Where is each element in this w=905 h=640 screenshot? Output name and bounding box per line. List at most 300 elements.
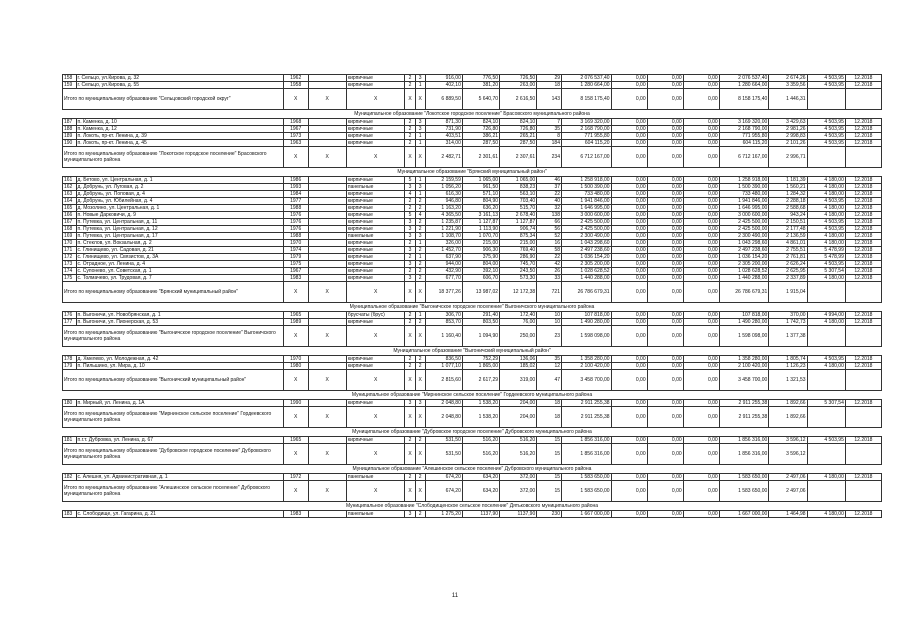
table-cell: 182 (63, 474, 77, 481)
subtotal-cell: X (405, 282, 415, 303)
table-cell (308, 198, 346, 205)
table-cell: 1 646 995,00 (719, 205, 769, 212)
table-cell: 2 425 500,00 (562, 219, 612, 226)
table-cell: 4 180,00 (807, 233, 845, 240)
table-cell: 0,00 (611, 119, 647, 126)
table-cell: 263,00 (500, 82, 537, 89)
table-cell: 432,90 (425, 268, 462, 275)
table-cell: 2 (415, 363, 425, 370)
table-cell: 12.2018 (845, 240, 881, 247)
table-cell: 1980 (283, 363, 308, 370)
table-cell: 16 (537, 240, 562, 247)
section-title: Муниципальное образование "Выгоничское городское поселение" Выгоничского муниципального района (63, 303, 882, 312)
table-cell: 0,00 (683, 312, 719, 319)
table-cell: 944,00 (425, 261, 462, 268)
address-cell: д. Бетово, ул. Центральная, д. 1 (76, 177, 283, 184)
table-cell: 287,50 (500, 140, 537, 147)
address-cell: п. Локоть, пр-кт. Ленина, д. 39 (76, 133, 283, 140)
section-title: Муниципальное образование "Слободищенское сельское поселение" Дятьковского муниципального района (63, 502, 882, 511)
address-cell: п. Выгоничи, ул. Новобрянская, д. 1 (76, 312, 283, 319)
table-cell: 375,90 (462, 254, 499, 261)
address-cell: п. Каменка, д. 10 (76, 119, 283, 126)
subtotal-cell: 2 911 255,38 (719, 407, 769, 428)
table-cell: 1 258 918,00 (719, 177, 769, 184)
table-cell: 177 (63, 319, 77, 326)
subtotal-cell: 0,00 (611, 89, 647, 110)
table-cell: 287,50 (462, 140, 499, 147)
table-cell: 604 115,20 (562, 140, 612, 147)
table-cell (308, 75, 346, 82)
table-cell: 4 503,95 (807, 119, 845, 126)
table-cell: 1 464,98 (769, 511, 807, 518)
subtotal-label: Итого по муниципальному образованию "Мирнинское сельское поселение" Гордеевского муниципального района (63, 407, 284, 428)
subtotal-cell: 1 598 098,00 (719, 326, 769, 347)
table-cell: 563,10 (500, 191, 537, 198)
table-cell: 1 560,21 (769, 184, 807, 191)
table-cell: 0,00 (647, 312, 683, 319)
section-header-row (63, 502, 882, 511)
table-cell: 12.2018 (845, 198, 881, 205)
table-cell: 1 (415, 140, 425, 147)
table-cell: 184 (537, 140, 562, 147)
table-cell: 1 036 154,20 (719, 254, 769, 261)
table-cell: 0,00 (611, 226, 647, 233)
table-cell (308, 400, 346, 407)
table-cell: 0,00 (647, 75, 683, 82)
section-title: Муниципальное образование "Локотское городское поселение" Брасовского муниципального района (63, 110, 882, 119)
subtotal-cell: 6 889,50 (425, 89, 462, 110)
subtotal-row (63, 481, 882, 502)
table-row (63, 240, 882, 247)
table-cell: 0,00 (611, 233, 647, 240)
subtotal-cell: X (308, 444, 346, 465)
table-cell: 4 180,00 (807, 177, 845, 184)
table-cell: 0,00 (683, 437, 719, 444)
subtotal-cell: 26 786 679,31 (719, 282, 769, 303)
table-cell: 2 (415, 198, 425, 205)
table-cell: кирпичные (346, 119, 405, 126)
section-title: Муниципальное образование "Выгоничский муниципальный район" (63, 347, 882, 356)
table-cell: 1 490 280,00 (562, 319, 612, 326)
table-cell: 12 (537, 363, 562, 370)
subtotal-cell: 0,00 (611, 147, 647, 168)
subtotal-cell: X (346, 89, 405, 110)
table-cell: 1 221,90 (425, 226, 462, 233)
subtotal-cell: 15 (537, 481, 562, 502)
section-title: Муниципальное образование "Брянский муниципальный район" (63, 168, 882, 177)
table-cell: 2 (415, 511, 425, 518)
table-cell: 4 503,95 (807, 356, 845, 363)
subtotal-cell: 1 160,40 (425, 326, 462, 347)
address-cell: с. Глинищево, ул. Садовая, д. 21 (76, 247, 283, 254)
table-cell: 0,00 (611, 126, 647, 133)
table-cell: 1 (415, 254, 425, 261)
subtotal-cell: 516,20 (462, 444, 499, 465)
table-cell: 4 180,00 (807, 511, 845, 518)
table-cell: 12.2018 (845, 75, 881, 82)
table-cell: 0,00 (647, 356, 683, 363)
table-cell: 1 892,66 (769, 400, 807, 407)
table-cell: 161 (63, 177, 77, 184)
table-cell: 1983 (283, 511, 308, 518)
table-cell: 3 161,13 (462, 212, 499, 219)
table-cell: кирпичные (346, 219, 405, 226)
subtotal-cell (845, 407, 881, 428)
subtotal-cell: 0,00 (683, 370, 719, 391)
table-cell: 1 (415, 177, 425, 184)
table-cell: 1 028 628,52 (562, 268, 612, 275)
table-row (63, 133, 882, 140)
subtotal-cell (807, 147, 845, 168)
table-cell: 0,00 (683, 191, 719, 198)
table-cell: 1 (415, 240, 425, 247)
table-cell: 674,20 (425, 474, 462, 481)
table-cell: 604 115,20 (719, 140, 769, 147)
table-cell: 163 (63, 191, 77, 198)
subtotal-label: Итого по муниципальному образованию "Брянский муниципальный район" (63, 282, 284, 303)
subtotal-cell: 0,00 (683, 481, 719, 502)
subtotal-cell: 143 (537, 89, 562, 110)
table-cell: 906,30 (462, 247, 499, 254)
table-cell: 10 (537, 319, 562, 326)
table-cell: 1 043 298,60 (719, 240, 769, 247)
subtotal-cell: 634,20 (462, 481, 499, 502)
table-cell: 531,50 (425, 437, 462, 444)
subtotal-cell: X (415, 282, 425, 303)
subtotal-cell (845, 444, 881, 465)
section-header-row (63, 347, 882, 356)
table-cell: 0,00 (647, 268, 683, 275)
housing-register-table (62, 74, 882, 518)
table-cell: 12.2018 (845, 212, 881, 219)
table-cell: 1977 (283, 198, 308, 205)
table-cell: 1 235,87 (425, 219, 462, 226)
table-cell: 1965 (283, 437, 308, 444)
table-cell: 2 425 500,00 (719, 219, 769, 226)
subtotal-cell: X (308, 89, 346, 110)
table-cell: 0,00 (611, 363, 647, 370)
subtotal-cell: 0,00 (647, 89, 683, 110)
table-cell: 2 (405, 205, 415, 212)
table-cell: 3 596,12 (769, 437, 807, 444)
table-cell: 1 646 995,00 (562, 205, 612, 212)
table-cell: 178 (63, 356, 77, 363)
table-cell: 190 (63, 140, 77, 147)
subtotal-row (63, 282, 882, 303)
subtotal-cell: 13 987,02 (462, 282, 499, 303)
table-cell: 2 497,06 (769, 474, 807, 481)
table-cell: 0,00 (683, 212, 719, 219)
subtotal-cell: X (415, 407, 425, 428)
section-title: Муниципальное образование "Дубровское городское поселение" Дубровского муниципального района (63, 428, 882, 437)
table-cell: 58 (537, 247, 562, 254)
table-row (63, 191, 882, 198)
subtotal-cell: 0,00 (611, 444, 647, 465)
table-row (63, 261, 882, 268)
subtotal-cell: 2 301,61 (462, 147, 499, 168)
table-cell: 168 (63, 226, 77, 233)
table-cell: 1 865,00 (462, 363, 499, 370)
table-cell: панельные (346, 474, 405, 481)
table-cell: 2 (415, 275, 425, 282)
table-cell: 0,00 (683, 363, 719, 370)
subtotal-cell: 1 598 098,00 (562, 326, 612, 347)
table-cell: 1 583 650,00 (562, 474, 612, 481)
table-cell: 0,00 (611, 437, 647, 444)
subtotal-cell: 0,00 (647, 407, 683, 428)
subtotal-cell: X (346, 326, 405, 347)
table-cell: кирпичные (346, 212, 405, 219)
table-cell: 943,24 (769, 212, 807, 219)
table-cell: 0,00 (647, 511, 683, 518)
table-cell: 12.2018 (845, 254, 881, 261)
subtotal-cell: 26 786 679,31 (562, 282, 612, 303)
table-cell: 4 180,00 (807, 363, 845, 370)
table-cell: 188 (63, 126, 77, 133)
table-cell: 3 (405, 184, 415, 191)
address-cell: п.г.т. Дубровка, ул. Ленина, д. 67 (76, 437, 283, 444)
table-cell: 0,00 (683, 474, 719, 481)
table-cell: 0,00 (683, 275, 719, 282)
table-row (63, 184, 882, 191)
table-cell: 1 358 280,00 (562, 356, 612, 363)
subtotal-cell: 0,00 (683, 326, 719, 347)
table-row (63, 268, 882, 275)
table-cell: 677,70 (425, 275, 462, 282)
table-cell: 2 678,40 (500, 212, 537, 219)
address-cell: д. Хмелево, ул. Молодежная, д. 42 (76, 356, 283, 363)
table-cell: 4 503,95 (807, 437, 845, 444)
subtotal-label: Итого по муниципальному образованию "Алешинское сельское поселение" Дубровского муниципального района (63, 481, 284, 502)
table-cell: 4 503,95 (807, 75, 845, 82)
subtotal-cell: X (308, 147, 346, 168)
table-cell: 170 (63, 240, 77, 247)
table-cell (308, 226, 346, 233)
table-cell: 2 076 537,40 (562, 75, 612, 82)
table-cell: 0,00 (611, 474, 647, 481)
table-cell: 824,10 (462, 119, 499, 126)
table-row (63, 511, 882, 518)
table-cell: 1 127,87 (462, 219, 499, 226)
section-header-row (63, 110, 882, 119)
table-cell: 2 076 537,40 (719, 75, 769, 82)
table-cell: 0,00 (683, 233, 719, 240)
table-cell: 33 (537, 275, 562, 282)
table-cell: 0,00 (647, 126, 683, 133)
table-cell: 1974 (283, 247, 308, 254)
subtotal-cell: 2 996,71 (769, 147, 807, 168)
table-cell: 0,00 (683, 254, 719, 261)
table-cell: 12.2018 (845, 511, 881, 518)
table-cell: 3 (415, 126, 425, 133)
table-cell: 1970 (283, 240, 308, 247)
table-cell: 3 (405, 219, 415, 226)
subtotal-cell: 3 458 700,00 (562, 370, 612, 391)
subtotal-cell (807, 89, 845, 110)
subtotal-cell: X (405, 481, 415, 502)
subtotal-cell: X (405, 147, 415, 168)
table-cell: 853,70 (425, 319, 462, 326)
subtotal-cell: 0,00 (611, 370, 647, 391)
subtotal-cell: X (405, 407, 415, 428)
table-cell: 12.2018 (845, 205, 881, 212)
table-cell: 804,00 (462, 261, 499, 268)
subtotal-cell: 47 (537, 370, 562, 391)
table-cell: 0,00 (647, 191, 683, 198)
table-cell: 3 (405, 400, 415, 407)
table-cell: 306,70 (425, 312, 462, 319)
table-cell: 76,00 (500, 319, 537, 326)
table-cell: 838,23 (500, 184, 537, 191)
subtotal-cell: X (415, 89, 425, 110)
table-cell: 2 (405, 356, 415, 363)
table-cell: 166 (63, 212, 77, 219)
table-cell: 15 (537, 437, 562, 444)
table-row (63, 177, 882, 184)
table-cell: кирпичные (346, 191, 405, 198)
table-cell: 0,00 (683, 205, 719, 212)
subtotal-label: Итого по муниципальному образованию "Выгоничский муниципальный район" (63, 370, 284, 391)
table-cell: 0,00 (683, 400, 719, 407)
table-cell: кирпичные (346, 400, 405, 407)
table-cell: 2 305 200,00 (562, 261, 612, 268)
table-cell (308, 184, 346, 191)
table-cell: 4 180,00 (807, 474, 845, 481)
table-cell: 0,00 (611, 275, 647, 282)
address-cell: п. Новые Дарковичи, д. 9 (76, 212, 283, 219)
subtotal-cell: 1 856 316,00 (562, 444, 612, 465)
table-cell: кирпичные (346, 177, 405, 184)
table-cell: 2 (415, 319, 425, 326)
table-cell: 803,50 (462, 319, 499, 326)
subtotal-cell: 0,00 (683, 407, 719, 428)
subtotal-cell: 23 (537, 326, 562, 347)
table-cell: 0,00 (611, 319, 647, 326)
table-cell: 4 503,95 (807, 261, 845, 268)
subtotal-cell: 0,00 (611, 407, 647, 428)
table-cell: 2 (415, 226, 425, 233)
table-cell: 516,20 (500, 437, 537, 444)
subtotal-cell: 0,00 (647, 481, 683, 502)
subtotal-cell: X (346, 147, 405, 168)
table-cell: 1 275,20 (425, 511, 462, 518)
address-cell: д. Добрунь, ул. Луговая, д. 2 (76, 184, 283, 191)
table-cell: 1 113,90 (462, 226, 499, 233)
table-cell: 2 626,24 (769, 261, 807, 268)
subtotal-cell (845, 89, 881, 110)
table-cell: 1962 (283, 75, 308, 82)
table-cell: 0,00 (683, 511, 719, 518)
table-cell: 37 (537, 184, 562, 191)
table-cell: 1 (415, 312, 425, 319)
table-cell (308, 275, 346, 282)
subtotal-cell: 0,00 (683, 282, 719, 303)
table-cell: 0,00 (647, 247, 683, 254)
table-cell: 1 (415, 133, 425, 140)
table-cell: 1963 (283, 140, 308, 147)
subtotal-cell: X (346, 370, 405, 391)
table-cell: 243,50 (500, 268, 537, 275)
subtotal-cell: 1 321,53 (769, 370, 807, 391)
table-cell: 906,74 (500, 226, 537, 233)
table-cell: 2 136,59 (769, 233, 807, 240)
table-cell: 0,00 (611, 247, 647, 254)
table-cell: кирпичные (346, 363, 405, 370)
table-cell: 1 077,10 (425, 363, 462, 370)
table-cell: 0,00 (647, 275, 683, 282)
subtotal-cell: 2 497,06 (769, 481, 807, 502)
table-cell: 204,00 (500, 400, 537, 407)
table-cell (308, 177, 346, 184)
subtotal-cell: X (283, 481, 308, 502)
table-cell: 733 480,00 (719, 191, 769, 198)
table-cell: 12.2018 (845, 219, 881, 226)
table-cell: 12.2018 (845, 191, 881, 198)
table-cell: 381,20 (462, 82, 499, 89)
table-cell: 0,00 (683, 119, 719, 126)
subtotal-cell: 1 446,31 (769, 89, 807, 110)
table-cell: 2 (415, 437, 425, 444)
table-cell: 174 (63, 268, 77, 275)
table-cell (308, 126, 346, 133)
table-cell: 2 588,68 (769, 205, 807, 212)
subtotal-cell (807, 326, 845, 347)
subtotal-cell: 0,00 (611, 282, 647, 303)
table-cell: 392,10 (462, 268, 499, 275)
table-cell: 1975 (283, 261, 308, 268)
subtotal-cell: X (308, 407, 346, 428)
table-cell: 3 (405, 247, 415, 254)
table-cell: 946,80 (425, 198, 462, 205)
table-cell: 230 (537, 511, 562, 518)
table-cell: 12.2018 (845, 363, 881, 370)
section-header-row (63, 303, 882, 312)
table-cell: 172,40 (500, 312, 537, 319)
table-row (63, 226, 882, 233)
address-cell: с. Отрадное, ул. Ленина, д. 4 (76, 261, 283, 268)
table-cell: 291,40 (462, 312, 499, 319)
table-cell: 0,00 (683, 126, 719, 133)
table-cell: 5 (405, 177, 415, 184)
table-cell: 1 941 846,00 (719, 198, 769, 205)
table-cell: 745,70 (500, 261, 537, 268)
table-cell: 0,00 (611, 133, 647, 140)
table-row (63, 319, 882, 326)
subtotal-cell: X (283, 147, 308, 168)
table-row (63, 363, 882, 370)
table-cell: 0,00 (683, 177, 719, 184)
table-cell: 32 (537, 205, 562, 212)
subtotal-cell: X (415, 444, 425, 465)
table-cell: 5 478,99 (807, 254, 845, 261)
table-cell: 2 998,83 (769, 133, 807, 140)
table-cell: 961,50 (462, 184, 499, 191)
table-cell: 0,00 (683, 184, 719, 191)
table-cell: 1989 (283, 319, 308, 326)
subtotal-cell: 250,00 (500, 326, 537, 347)
table-cell: панельные (346, 511, 405, 518)
table-cell: 12.2018 (845, 126, 881, 133)
table-cell: 12.2018 (845, 247, 881, 254)
table-cell (308, 319, 346, 326)
table-cell: кирпичные (346, 226, 405, 233)
table-cell: кирпичные (346, 319, 405, 326)
table-cell: 2 (405, 133, 415, 140)
table-cell: 752,29 (462, 356, 499, 363)
table-row (63, 212, 882, 219)
table-cell (308, 312, 346, 319)
subtotal-cell: X (283, 444, 308, 465)
